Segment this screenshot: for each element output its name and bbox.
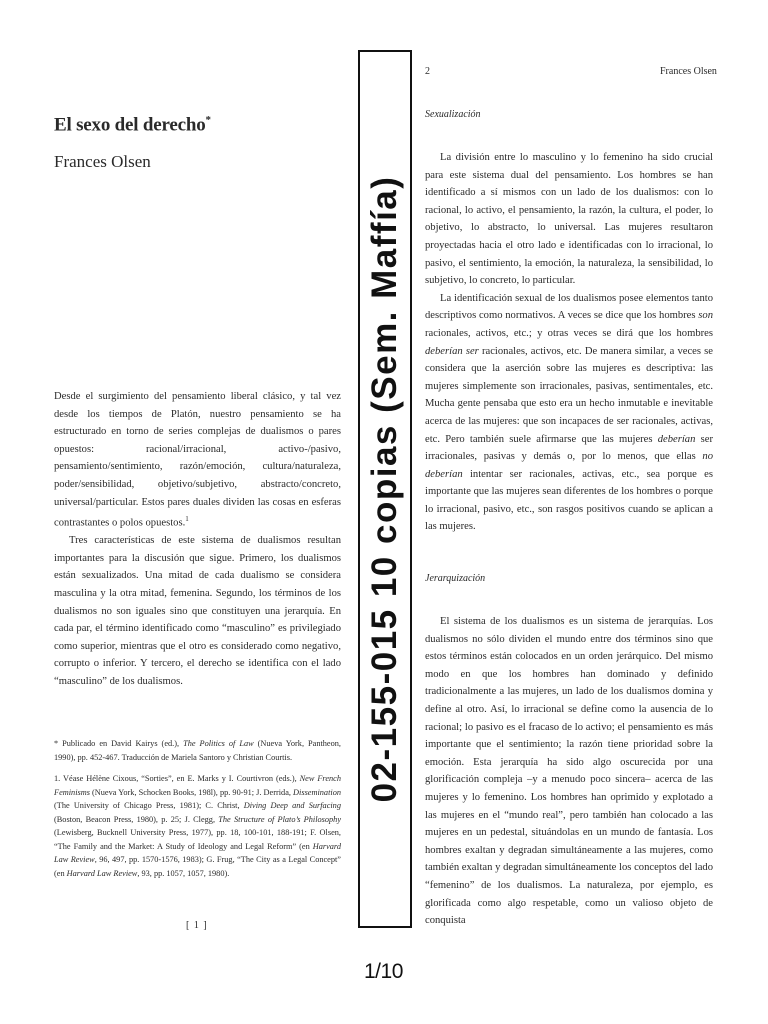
footnote-1-part-a: 1. Véase Hélène Cixous, “Sorties”, en E. Marks y I. Courtivron (eds.), xyxy=(54,774,300,783)
section-title-sexualizacion: Sexualización xyxy=(425,109,481,120)
s1p2-part-b: son xyxy=(698,310,713,322)
title-text: El sexo del derecho xyxy=(54,114,206,136)
footnote-1-part-h: The Structure of Plato’s Philosophy xyxy=(218,814,342,824)
footnote-star-text-c: (Nueva York, Pantheon, 1990), pp. 452-467. Traducción de Mariela Santoro y Christian Courtis. xyxy=(54,739,341,762)
document-title xyxy=(54,108,354,137)
intro-paragraph-1-text: Desde el surgimiento del pensamiento liberal clásico, y tal vez desde los tiempos de Platón, nuestro pensamiento se ha estructurado en torno de series complejas de dualismos o pares opuestos: racional/irracional, activo-/pasivo, pensamiento/sentimiento, razón/emoción, cultura/naturaleza, poder/sensibilidad, objetivo/subjetivo, abstracto/concreto, universal/particular. Estos pares duales dividen las cosas en esferas contrastantes o polos opuestos. xyxy=(54,391,341,529)
s1p2-part-d: deberían ser xyxy=(425,345,479,357)
footnote-1-part-e: (The University of Chicago Press, 1981); C. Christ, xyxy=(54,801,244,810)
s1p2-part-f: deberían xyxy=(657,433,696,445)
intro-text xyxy=(54,388,341,691)
footnote-1-part-b: New French Feminisms xyxy=(54,774,341,797)
footnote-1-part-c: (Nueva York, Schocken Books, 198l), pp. 90-91; J. Derrida, xyxy=(89,787,294,797)
s1p2-part-a: La identificación sexual de los dualismos posee elementos tanto descriptivos como normativos. A veces se dice que los hombres xyxy=(425,292,713,322)
footnote-star xyxy=(54,737,341,764)
footnote-ref-1: 1 xyxy=(185,515,189,524)
intro-paragraph-1 xyxy=(54,388,341,532)
s1p2-part-e: racionales, activos, etc. De manera similar, a veces se considera que la aserción sobre las mujeres es descriptiva: las mujeres simplemente son irracionales, pasivas, sentimentales, etc. Mucha gente pensaba que esto era un hecho inmutable e inevitable acerca de las mujeres: que son incapaces de ser racionales, activas, etc. Pero también suele afirmarse que las mujeres xyxy=(425,345,714,445)
section-sexualizacion-body xyxy=(425,149,713,536)
footnotes xyxy=(54,737,341,888)
title-footnote-mark: * xyxy=(205,114,211,126)
footnote-1-part-j: Harvard Law Review xyxy=(54,841,341,864)
copy-stamp xyxy=(358,50,412,928)
s1p2-part-c: racionales, activos, etc.; y otras veces se dirá que los hombres xyxy=(425,327,713,339)
left-page-number: [ 1 ] xyxy=(186,920,208,931)
footnote-1-part-g: (Boston, Beacon Press, 1980), p. 25; J. Clegg, xyxy=(54,814,219,824)
intro-paragraph-2: Tres características de este sistema de dualismos resultan importantes para la discusión que sigue. Primero, los dualismos están sexualizados. Una mitad de cada dualismo se considera masculina y la otra mitad, femenina. Segundo, los términos de los dualismos no son iguales sino que constituyen una jerarquía. En cada par, el término identificado como “masculino” es privilegiado como superior, mientras que el otro es considerado como negativo, corrupto o inferior. Y tercero, el derecho se identifica con el lado “masculino” de los dualismos. xyxy=(54,535,341,688)
footnote-1-part-m: , 93, pp. 1057, 1057, 1980). xyxy=(137,868,230,878)
sexualizacion-paragraph-2 xyxy=(425,290,713,536)
jerarquizacion-paragraph-1: El sistema de los dualismos es un sistema de jerarquías. Los dualismos no sólo dividen el mundo entre dos términos sino que estos términos están colocados en un orden jerárquico. Del mismo modo en que los hombres han dominado y definido tradicionalmente a las mujeres, un lado de los dualismos domina y define al otro. Así, lo irracional se define como la ausencia de lo racional; lo pasivo es el fracaso de lo activo; el pensamiento es más importante que el sentimiento; la razón tiene prioridad sobre la emoción. Esta jerarquía ha sido algo oscurecida por una glorificación compleja –y a menudo poco sincera– acerca de las mujeres y lo femenino. Los hombres han oprimido y explotado a las mujeres en el “mundo real”, pero también han colocado a las mujeres en un pedestal, situándolas en un mundo de fantasía. Los hombres exaltan y degradan simultáneamente a las mujeres, como también exaltan y degradan simultáneamente los conceptos del lado “femenino” de los dualismos. La naturaleza, por ejemplo, es glorificada como algo respetable, como un valioso objeto de conquista xyxy=(425,616,713,927)
right-page-number: 2 xyxy=(425,66,430,77)
section-jerarquizacion-body xyxy=(425,613,713,930)
document-author: Frances Olsen xyxy=(54,152,151,172)
section-title-jerarquizacion: Jerarquización xyxy=(425,573,486,584)
footnote-1 xyxy=(54,772,341,880)
sexualizacion-paragraph-1: La división entre lo masculino y lo femenino ha sido crucial para este sistema dual del pensamiento. Los hombres se han identificado a sí mismos con un lado de los dualismos: con lo racional, lo activo, el pensamiento, la razón, la cultura, el poder, lo objetivo, lo abstracto, lo universal. Las mujeres resultaron proyectadas hacia el otro lado e identificadas con lo irracional, lo pasivo, el sentimiento, la emoción, la naturaleza, la sensibilidad, lo subjetivo, lo concreto, lo particular. xyxy=(425,152,713,287)
footnote-1-part-k: , 96, 497, pp. 1570-1576, 1983); G. Frug, “The City as a Legal Concept” (en xyxy=(54,855,341,878)
s1p2-part-g: ser irracionales, pasivas y demás o, por lo menos, que ellas xyxy=(425,433,713,463)
footnote-1-part-f: Diving Deep and Surfacing xyxy=(243,801,341,810)
s1p2-part-h: no deberían xyxy=(425,451,713,480)
footnote-1-part-d: Dissemination xyxy=(293,787,341,797)
s1p2-part-i: intentar ser racionales, activas, etc., sea porque es importante que las mujeres sean diferentes de los hombres o porque lo irracional, pasivo, etc., son rasgos positivos cuando se aplican a las mujeres. xyxy=(425,468,713,533)
copy-stamp-text: 02-155-015 10 copias (Sem. Maffía) xyxy=(365,175,404,803)
page-counter: 1/10 xyxy=(364,960,403,983)
footnote-star-title: The Politics of Law xyxy=(183,739,254,748)
footnote-1-part-l: Harvard Law Review xyxy=(66,868,138,878)
running-head: Frances Olsen xyxy=(660,66,717,77)
title-block xyxy=(54,108,354,173)
footnote-star-text-a: * Publicado en David Kairys (ed.), xyxy=(54,739,184,748)
footnote-1-part-i: (Lewisberg, Bucknell University Press, 1977), pp. 18, 100-101, 188-191; F. Olsen, “The Family and the Market: A Study of Ideology and Legal Reform” (en xyxy=(54,828,341,851)
